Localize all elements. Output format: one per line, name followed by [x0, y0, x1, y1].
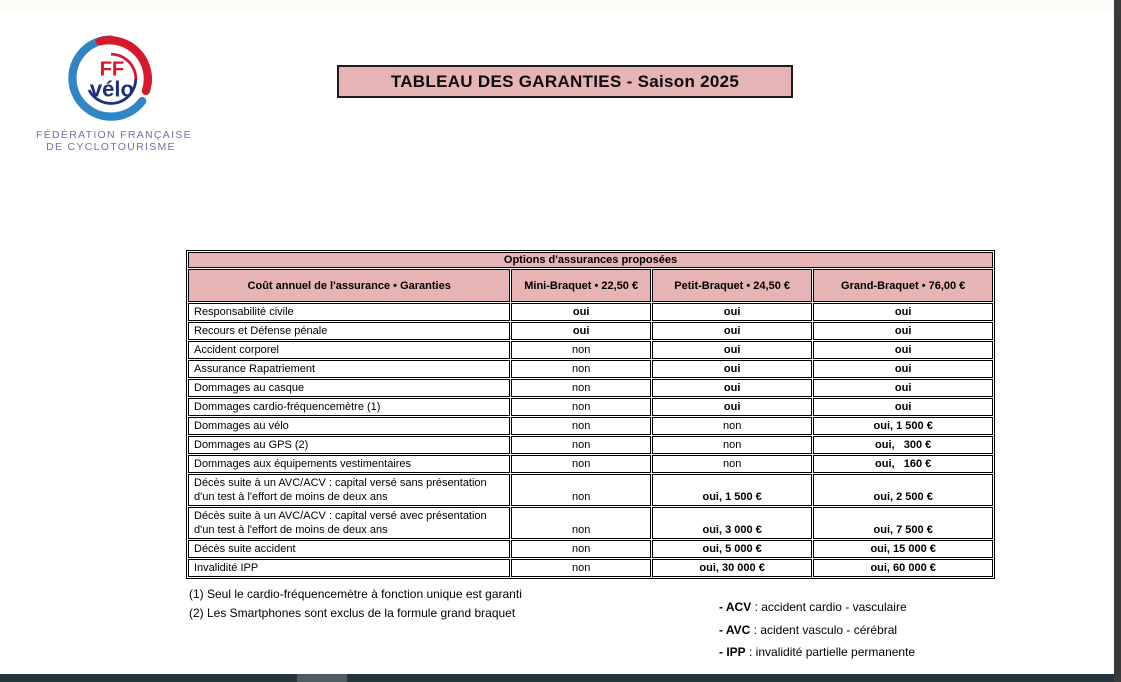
petit-braquet-value: oui: [652, 341, 812, 359]
legend-avc-abbr: - AVC: [719, 622, 751, 637]
table-row: [188, 341, 993, 359]
table-row: [188, 474, 993, 506]
footnotes: [189, 585, 522, 623]
mini-braquet-value: non: [511, 398, 651, 416]
petit-braquet-value: oui: [652, 398, 812, 416]
mini-braquet-value: non: [511, 540, 651, 558]
federation-name: [36, 129, 192, 153]
grand-braquet-value: oui: [813, 379, 993, 397]
footnote-1: (1) Seul le cardio-fréquencemètre à fonction unique est garanti: [189, 587, 522, 601]
petit-braquet-value: oui: [652, 379, 812, 397]
legend-acv: [719, 600, 915, 614]
mini-braquet-value: non: [511, 360, 651, 378]
guarantee-label: Décès suite accident: [188, 540, 510, 558]
mini-braquet-value: non: [511, 417, 651, 435]
grand-braquet-value: oui: [813, 360, 993, 378]
page-top-strip: [0, 0, 1121, 12]
table-row: [188, 303, 993, 321]
title-banner: [337, 65, 793, 98]
horizontal-scrollbar[interactable]: [0, 674, 1121, 682]
mini-braquet-value: non: [511, 474, 651, 506]
petit-braquet-value: oui: [652, 360, 812, 378]
logo-ff-text: FF: [99, 58, 125, 81]
grand-braquet-value: oui, 60 000 €: [813, 559, 993, 577]
table-row: [188, 379, 993, 397]
logo-velo-text: vélo: [89, 76, 134, 102]
guarantee-label: Dommages au GPS (2): [188, 436, 510, 454]
ffvelo-logo-icon: [65, 34, 157, 124]
grand-braquet-value: oui, 15 000 €: [813, 540, 993, 558]
table-row: [188, 559, 993, 577]
legend-acv-abbr: - ACV: [719, 600, 752, 614]
petit-braquet-value: oui: [652, 303, 812, 321]
grand-braquet-value: oui: [813, 322, 993, 340]
grand-braquet-value: oui: [813, 398, 993, 416]
table-row: [188, 360, 993, 378]
guarantee-label: Recours et Défense pénale: [188, 322, 510, 340]
table-row: [188, 436, 993, 454]
guarantee-label: Décès suite à un AVC/ACV : capital versé sans présentation d'un test à l'effort de moins de deux ans: [188, 474, 510, 506]
abbreviation-legend: [719, 600, 915, 668]
guarantees-table: [186, 250, 995, 579]
grand-braquet-value: oui, 2 500 €: [813, 474, 993, 506]
guarantee-label: Dommages au vélo: [188, 417, 510, 435]
mini-braquet-value: non: [511, 507, 651, 539]
grand-braquet-value: oui: [813, 303, 993, 321]
footnote-2: (2) Les Smartphones sont exclus de la formule grand braquet: [189, 606, 516, 620]
guarantee-label: Invalidité IPP: [188, 559, 510, 577]
table-row: [188, 322, 993, 340]
legend-ipp: [719, 645, 915, 659]
guarantee-label: Assurance Rapatriement: [188, 360, 510, 378]
grand-braquet-value: oui, 7 500 €: [813, 507, 993, 539]
mini-braquet-value: non: [511, 455, 651, 473]
scrollbar-thumb[interactable]: [297, 674, 347, 682]
grand-braquet-value: oui, 300 €: [813, 436, 993, 454]
table-row: [188, 507, 993, 539]
ffvelo-logo: [36, 34, 192, 153]
legend-avc: [719, 623, 915, 637]
options-header-row: [188, 252, 993, 268]
guarantee-label: Responsabilité civile: [188, 303, 510, 321]
page-title: TABLEAU DES GARANTIES - Saison 2025: [390, 71, 740, 91]
guarantee-label: Accident corporel: [188, 341, 510, 359]
mini-braquet-value: oui: [511, 322, 651, 340]
petit-braquet-value: oui, 5 000 €: [652, 540, 812, 558]
federation-name-line2: DE CYCLOTOURISME: [46, 141, 176, 153]
grand-braquet-value: oui, 160 €: [813, 455, 993, 473]
column-header-petit-braquet: Petit-Braquet • 24,50 €: [652, 269, 812, 302]
legend-avc-text: : acident vasculo - cérébral: [750, 622, 898, 637]
column-header-row: [188, 269, 993, 302]
column-header-grand-braquet: Grand-Braquet • 76,00 €: [813, 269, 993, 302]
petit-braquet-value: oui, 30 000 €: [652, 559, 812, 577]
petit-braquet-value: non: [652, 436, 812, 454]
guarantee-label: Dommages cardio-fréquencemètre (1): [188, 398, 510, 416]
table-row: [188, 417, 993, 435]
table-row: [188, 540, 993, 558]
petit-braquet-value: oui: [652, 322, 812, 340]
mini-braquet-value: non: [511, 379, 651, 397]
legend-ipp-abbr: - IPP: [719, 645, 746, 659]
window-right-edge: [1114, 0, 1121, 682]
petit-braquet-value: non: [652, 455, 812, 473]
guarantee-label: Décès suite à un AVC/ACV : capital versé avec présentation d'un test à l'effort de moins de deux ans: [188, 507, 510, 539]
mini-braquet-value: non: [511, 436, 651, 454]
table-row: [188, 455, 993, 473]
petit-braquet-value: non: [652, 417, 812, 435]
grand-braquet-value: oui: [813, 341, 993, 359]
guarantees-table-wrapper: [186, 250, 995, 579]
petit-braquet-value: oui, 3 000 €: [652, 507, 812, 539]
grand-braquet-value: oui, 1 500 €: [813, 417, 993, 435]
column-header-garanties: Coût annuel de l'assurance • Garanties: [188, 269, 510, 302]
table-row: [188, 398, 993, 416]
mini-braquet-value: non: [511, 341, 651, 359]
options-header: Options d'assurances proposées: [188, 252, 993, 268]
legend-acv-text: : accident cardio - vasculaire: [751, 600, 907, 614]
column-header-mini-braquet: Mini-Braquet • 22,50 €: [511, 269, 651, 302]
petit-braquet-value: oui, 1 500 €: [652, 474, 812, 506]
mini-braquet-value: non: [511, 559, 651, 577]
federation-name-line1: FÉDÉRATION FRANÇAISE: [36, 129, 192, 141]
guarantee-label: Dommages aux équipements vestimentaires: [188, 455, 510, 473]
legend-ipp-text: : invalidité partielle permanente: [745, 645, 916, 659]
mini-braquet-value: oui: [511, 303, 651, 321]
guarantee-label: Dommages au casque: [188, 379, 510, 397]
